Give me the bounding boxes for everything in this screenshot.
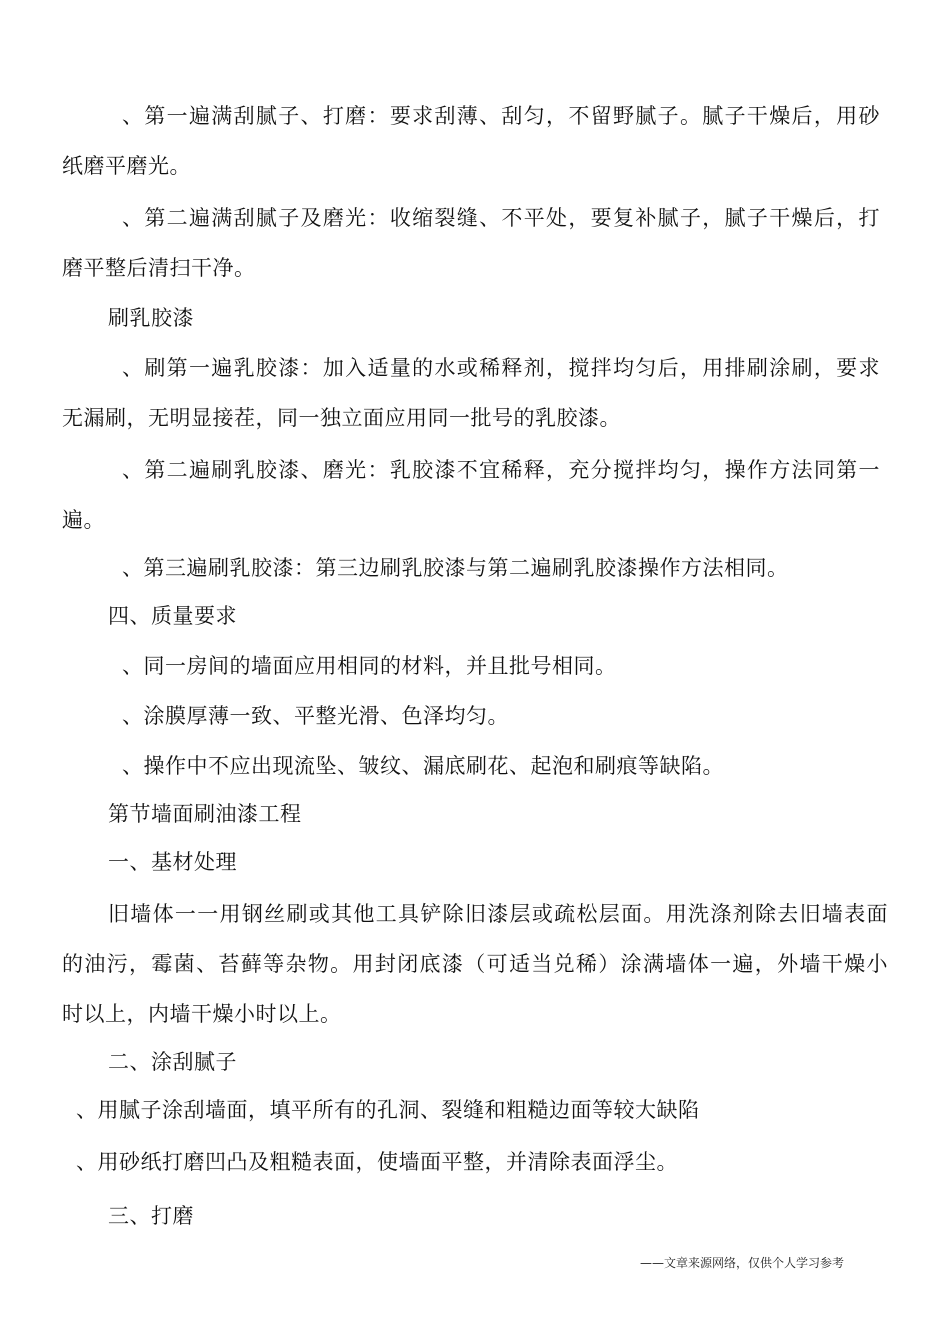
paragraph-4-line-1: 、刷第一遍乳胶漆：加入适量的水或稀释剂，搅拌均匀后，用排刷涂刷，要求 xyxy=(122,356,880,380)
paragraph-5-line-2: 遍。 xyxy=(62,508,105,532)
paragraph-4-line-2: 无漏刷，无明显接茬，同一独立面应用同一批号的乳胶漆。 xyxy=(62,406,621,430)
paragraph-2-line-2: 磨平整后清扫干净。 xyxy=(62,256,256,280)
paragraph-2-line-1: 、第二遍满刮腻子及磨光：收缩裂缝、不平处，要复补腻子，腻子干燥后，打 xyxy=(122,206,880,230)
paragraph-13-line-2: 的油污，霉菌、苔藓等杂物。用封闭底漆（可适当兑稀）涂满墙体一遍，外墙干燥小 xyxy=(62,952,888,976)
paragraph-1-line-2: 纸磨平磨光。 xyxy=(62,154,191,178)
paragraph-13-line-1: 旧墙体一一用钢丝刷或其他工具铲除旧漆层或疏松层面。用洗涤剂除去旧墙表面 xyxy=(108,902,888,926)
putty-item-2: 、用砂纸打磨凹凸及粗糙表面，使墙面平整，并清除表面浮尘。 xyxy=(76,1150,678,1174)
section-heading-sanding: 三、打磨 xyxy=(108,1204,194,1228)
section-heading-putty: 二、涂刮腻子 xyxy=(108,1050,237,1074)
quality-item-1: 、同一房间的墙面应用相同的材料，并且批号相同。 xyxy=(122,654,617,678)
section-heading-oil-paint: 第节墙面刷油漆工程 xyxy=(108,802,302,826)
quality-item-2: 、涂膜厚薄一致、平整光滑、色泽均匀。 xyxy=(122,704,509,728)
quality-item-3: 、操作中不应出现流坠、皱纹、漏底刷花、起泡和刷痕等缺陷。 xyxy=(122,754,724,778)
paragraph-1-line-1: 、第一遍满刮腻子、打磨：要求刮薄、刮匀，不留野腻子。腻子干燥后，用砂 xyxy=(122,104,880,128)
section-heading-quality: 四、质量要求 xyxy=(108,604,237,628)
putty-item-1: 、用腻子涂刮墙面，填平所有的孔洞、裂缝和粗糙边面等较大缺陷 xyxy=(76,1098,700,1122)
paragraph-6-line-1: 、第三遍刷乳胶漆：第三边刷乳胶漆与第二遍刷乳胶漆操作方法相同。 xyxy=(122,556,789,580)
section-heading-substrate: 一、基材处理 xyxy=(108,850,237,874)
paragraph-13-line-3: 时以上，内墙干燥小时以上。 xyxy=(62,1002,342,1026)
section-heading-latex-paint: 刷乳胶漆 xyxy=(108,306,194,330)
paragraph-5-line-1: 、第二遍刷乳胶漆、磨光：乳胶漆不宜稀释，充分搅拌均匀，操作方法同第一 xyxy=(122,458,880,482)
footer-source-note: ——文章来源网络，仅供个人学习参考 xyxy=(640,1256,845,1270)
